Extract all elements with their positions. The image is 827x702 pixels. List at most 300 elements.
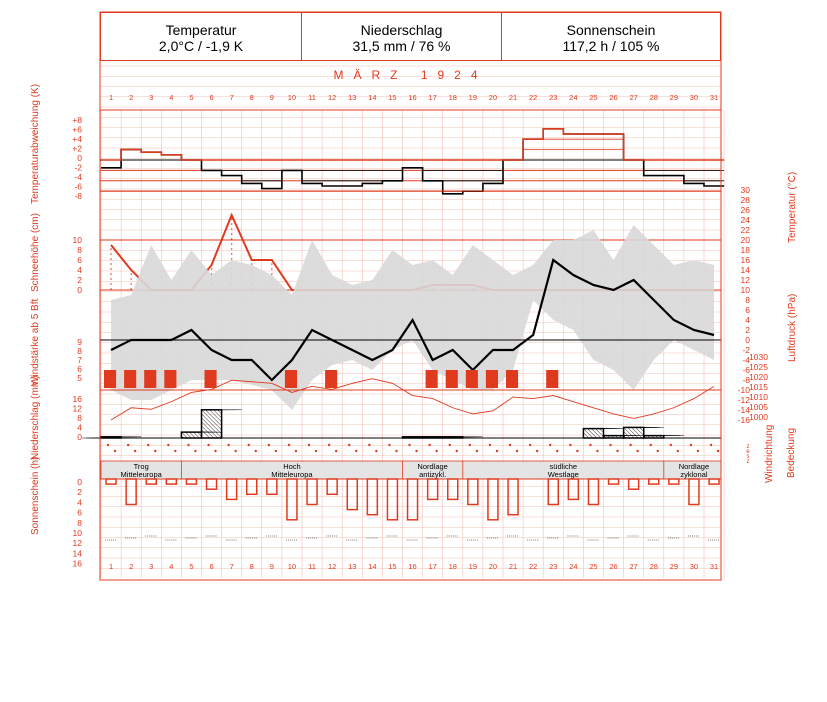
sun-bar — [649, 479, 659, 484]
temperature-tick: -10 — [737, 385, 750, 395]
day-label-bottom: 6 — [209, 562, 214, 571]
temperature-tick: 28 — [740, 195, 750, 205]
day-label-top: 7 — [229, 93, 234, 102]
cloud-dot — [697, 450, 699, 452]
cloud-dot — [335, 450, 337, 452]
snow-tick: 4 — [77, 265, 82, 275]
sun-tick: 6 — [77, 507, 82, 518]
day-label-bottom: 27 — [629, 562, 638, 571]
wind-bar — [164, 370, 176, 388]
precip-tick: 16 — [72, 394, 82, 404]
day-label-bottom: 25 — [589, 562, 598, 571]
day-label-top: 30 — [689, 93, 699, 102]
snow-dot — [110, 258, 112, 260]
wind-dir-tick: e — [746, 449, 750, 455]
label-cloud: Bedeckung — [786, 427, 797, 478]
day-label-bottom: 12 — [327, 562, 337, 571]
day-label-top: 3 — [149, 93, 154, 102]
wind-bar — [486, 370, 498, 388]
snow-dot — [110, 273, 112, 275]
wind-dir-dot — [368, 444, 370, 446]
sun-tick: 2 — [77, 487, 82, 498]
wind-dir-dot — [308, 444, 310, 446]
wind-bar — [506, 370, 518, 388]
label-pressure-right: Luftdruck (hPa) — [787, 293, 798, 362]
wind-dir-dot — [629, 444, 631, 446]
weather-type-label: Mitteleuropa — [271, 470, 313, 479]
weather-type-band — [100, 461, 721, 479]
snow-dot — [231, 223, 233, 225]
temp-anomaly-tick: -4 — [74, 172, 82, 182]
snow-dot — [130, 283, 132, 285]
wind-dir-dot — [650, 444, 652, 446]
precip-hatch — [595, 429, 603, 437]
day-label-bottom: 28 — [649, 562, 658, 571]
day-label-top: 2 — [129, 93, 134, 102]
temperature-tick: 10 — [740, 285, 750, 295]
cloud-dot — [516, 450, 518, 452]
sun-tick: 0 — [77, 477, 82, 487]
sun-tick: 8 — [77, 517, 82, 528]
cloud-dot — [576, 450, 578, 452]
temp-anomaly-tick: +2 — [72, 143, 82, 154]
wind-dir-dot — [388, 444, 390, 446]
sun-bar — [327, 479, 337, 494]
day-label-top: 6 — [209, 93, 214, 102]
wind-dir-dot — [268, 444, 270, 446]
cloud-dot — [315, 450, 317, 452]
precip-hatch — [202, 410, 222, 430]
month-title: MÄRZ 1924 — [333, 68, 488, 82]
cloud-dot — [456, 450, 458, 452]
sun-bar — [709, 479, 719, 484]
temperature-tick: -6 — [742, 365, 750, 375]
day-label-bottom: 21 — [508, 562, 518, 571]
snow-dot — [271, 268, 273, 270]
cloud-dot — [496, 450, 498, 452]
header-precipitation-value: 31,5 mm / 76 % — [352, 38, 451, 54]
day-label-bottom: 14 — [368, 562, 377, 571]
snow-dot — [110, 283, 112, 285]
label-sun: Sonnenschein (h) — [30, 456, 41, 535]
header-sunshine-title: Sonnenschein — [566, 22, 656, 38]
wind-dir-dot — [147, 444, 149, 446]
day-label-bottom: 22 — [528, 562, 538, 571]
anomaly-series — [101, 129, 724, 194]
day-label-top: 29 — [669, 93, 679, 102]
wind-dir-dot — [248, 444, 250, 446]
precip-hatch — [583, 429, 592, 438]
snow-dot — [231, 233, 233, 235]
cloud-dot — [114, 450, 116, 452]
day-label-bottom: 31 — [709, 562, 719, 571]
cloud-dot — [476, 450, 478, 452]
precip-hatch — [206, 410, 222, 426]
wind-tick: 7 — [77, 355, 82, 365]
day-label-top: 5 — [189, 93, 194, 102]
pressure-tick: 1005 — [749, 402, 768, 412]
weather-type-label: antizykl. — [419, 470, 447, 479]
cloud-dot — [415, 450, 417, 452]
day-label-bottom: 2 — [129, 562, 134, 571]
sun-bar — [488, 479, 498, 520]
precip-hatch — [202, 414, 222, 434]
snow-dot — [130, 278, 132, 280]
snow-dot — [130, 273, 132, 275]
wind-bar — [426, 370, 438, 388]
pressure-tick: 1000 — [749, 412, 768, 422]
day-label-bottom: 10 — [287, 562, 297, 571]
precip-hatch — [636, 427, 644, 435]
sun-tick: 16 — [72, 558, 82, 569]
day-label-bottom: 3 — [149, 562, 154, 571]
cloud-dot — [154, 450, 156, 452]
day-label-bottom: 19 — [468, 562, 478, 571]
label-wind-dir: Windrichtung — [764, 424, 775, 483]
cloud-dot — [174, 450, 176, 452]
sun-bar — [347, 479, 357, 510]
day-label-bottom: 8 — [249, 562, 254, 571]
cloud-dot — [657, 450, 659, 452]
sun-bar — [247, 479, 257, 494]
temperature-tick: 18 — [740, 245, 750, 255]
temperature-tick: 30 — [740, 185, 750, 195]
sun-bar — [588, 479, 598, 505]
snow-dot — [251, 263, 253, 265]
temp-anomaly-tick: -2 — [74, 162, 82, 173]
wind-dir-dot — [449, 444, 451, 446]
sun-bar — [267, 479, 277, 494]
header-temperature — [100, 12, 302, 61]
temp-anomaly-tick: +6 — [72, 124, 82, 135]
cloud-dot — [596, 450, 598, 452]
sun-bar — [307, 479, 317, 505]
temperature-tick: 20 — [740, 235, 750, 245]
wind-dir-dot — [569, 444, 571, 446]
precip-tick: 4 — [77, 422, 82, 433]
snow-dot — [231, 258, 233, 260]
temp-anomaly-tick: -8 — [74, 191, 82, 201]
weather-type-label: Hoch — [283, 462, 301, 471]
sun-bar — [468, 479, 478, 505]
header-precipitation — [301, 12, 502, 61]
day-label-bottom: 29 — [669, 562, 679, 571]
day-label-bottom: 7 — [229, 562, 234, 571]
day-label-top: 25 — [589, 93, 598, 102]
cloud-dot — [234, 450, 236, 452]
pressure-tick: 1020 — [749, 372, 768, 382]
wind-dir-dot — [670, 444, 672, 446]
precip-hatch — [587, 429, 596, 438]
weather-type-label: Mitteleuropa — [120, 470, 162, 479]
day-label-top: 10 — [287, 93, 297, 102]
sun-bar — [126, 479, 136, 505]
wind-dir-dot — [549, 444, 551, 446]
sun-bar — [207, 479, 217, 489]
day-label-bottom: 1 — [108, 562, 114, 571]
cloud-dot — [717, 450, 719, 452]
day-label-bottom: 13 — [348, 562, 357, 571]
day-label-top: 21 — [508, 93, 518, 102]
snow-dot — [231, 228, 233, 230]
snow-tick: 10 — [72, 235, 82, 245]
day-label-bottom: 18 — [448, 562, 457, 571]
snow-tick: 0 — [77, 285, 82, 295]
precip-hatch — [214, 410, 222, 418]
sun-tick: 12 — [72, 538, 82, 549]
temperature-tick: 22 — [740, 225, 750, 235]
sun-bar — [186, 479, 196, 484]
snow-dot — [231, 253, 233, 255]
temp-anomaly-tick: +4 — [72, 134, 82, 144]
wind-tick: 9 — [77, 337, 82, 347]
sun-bar — [609, 479, 619, 484]
temp-anomaly-tick: 0 — [77, 153, 82, 163]
label-temp-dev: Temperaturabweichung (K) — [30, 83, 41, 204]
snow-tick: 6 — [77, 255, 82, 265]
day-label-top: 9 — [269, 93, 274, 102]
wind-tick: 5 — [77, 373, 82, 383]
weather-type-label: südliche — [549, 462, 578, 471]
pressure-tick: 1030 — [749, 352, 768, 362]
wind-bar — [144, 370, 156, 388]
sun-bar — [508, 479, 518, 515]
header-temperature-value: 2,0°C / -1,9 K — [158, 38, 244, 54]
label-precip: Niederschlag (mm) — [30, 375, 41, 460]
wind-dir-dot — [328, 444, 330, 446]
wind-dir-dot — [428, 444, 430, 446]
day-label-top: 4 — [169, 93, 174, 102]
temperature-tick: 24 — [740, 215, 750, 225]
pressure-tick: 1010 — [749, 392, 768, 402]
day-label-top: 8 — [249, 93, 254, 102]
day-label-top: 15 — [388, 93, 397, 102]
cloud-dot — [355, 450, 357, 452]
sun-bar — [629, 479, 639, 489]
day-label-bottom: 17 — [428, 562, 437, 571]
sun-bar — [287, 479, 297, 520]
header-precipitation-title: Niederschlag — [360, 22, 443, 38]
sun-bar — [689, 479, 699, 505]
sun-bar — [146, 479, 156, 484]
day-label-top: 26 — [609, 93, 618, 102]
temperature-tick: 2 — [745, 325, 750, 335]
day-label-bottom: 30 — [689, 562, 699, 571]
cloud-dot — [556, 450, 558, 452]
cloud-dot — [677, 450, 679, 452]
wind-dir-dot — [509, 444, 511, 446]
header-sunshine-value: 117,2 h / 105 % — [562, 38, 660, 54]
day-label-bottom: 16 — [408, 562, 417, 571]
cloud-dot — [295, 450, 297, 452]
sun-tick: 4 — [77, 497, 82, 508]
wind-tick: 8 — [77, 346, 82, 356]
temp-anomaly-tick: +8 — [72, 115, 82, 125]
day-label-top: 28 — [649, 93, 658, 102]
day-label-bottom: 20 — [488, 562, 498, 571]
snow-dot — [110, 268, 112, 270]
temperature-tick: 4 — [745, 315, 750, 325]
header-sunshine — [501, 12, 721, 61]
temperature-tick: 14 — [740, 265, 750, 275]
day-label-top: 23 — [549, 93, 558, 102]
day-label-top: 24 — [569, 93, 578, 102]
cloud-dot — [636, 450, 638, 452]
temperature-tick: 6 — [745, 305, 750, 315]
day-label-bottom: 5 — [189, 562, 194, 571]
day-label-bottom: 9 — [269, 562, 274, 571]
sun-bar — [387, 479, 397, 520]
wind-bar — [285, 370, 297, 388]
day-label-bottom: 23 — [549, 562, 558, 571]
day-label-top: 18 — [448, 93, 457, 102]
day-label-bottom: 26 — [609, 562, 618, 571]
pressure-tick: 1025 — [749, 362, 768, 372]
snow-tick: 8 — [77, 245, 82, 255]
day-label-top: 17 — [428, 93, 437, 102]
cloud-dot — [214, 450, 216, 452]
snow-tick: 2 — [77, 275, 82, 285]
snow-dot — [271, 273, 273, 275]
wind-dir-dot — [690, 444, 692, 446]
precip-hatch — [202, 422, 218, 438]
sun-tick: 10 — [72, 528, 82, 538]
cloud-dot — [435, 450, 437, 452]
wind-dir-dot — [348, 444, 350, 446]
day-label-top: 13 — [348, 93, 357, 102]
day-label-bottom: 11 — [308, 562, 316, 571]
snow-dot — [110, 253, 112, 255]
snow-dot — [110, 263, 112, 265]
sun-bar — [408, 479, 418, 520]
temperature-tick: 12 — [740, 275, 750, 285]
sun-bar — [548, 479, 558, 505]
day-label-top: 12 — [327, 93, 337, 102]
day-label-bottom: 15 — [388, 562, 397, 571]
day-label-bottom: 24 — [569, 562, 578, 571]
day-label-top: 14 — [368, 93, 377, 102]
wind-dir-dot — [609, 444, 611, 446]
temperature-tick: -16 — [737, 415, 750, 425]
snow-dot — [110, 248, 112, 250]
temperature-tick: -4 — [742, 355, 750, 365]
day-label-top: 22 — [528, 93, 538, 102]
weather-type-label: Trog — [133, 462, 149, 471]
wind-bar — [325, 370, 337, 388]
snow-dot — [211, 268, 213, 270]
weather-type-label: zyklonal — [680, 470, 708, 479]
weather-type-label: Nordlage — [678, 462, 710, 471]
day-label-top: 19 — [468, 93, 478, 102]
wind-dir-dot — [127, 444, 129, 446]
cloud-dot — [375, 450, 377, 452]
temp-anomaly-tick: -6 — [74, 181, 82, 192]
cloud-dot — [275, 450, 277, 452]
wind-dir-dot — [710, 444, 712, 446]
temperature-tick: 8 — [745, 295, 750, 305]
wind-dir-dot — [167, 444, 169, 446]
snow-dot — [130, 288, 132, 290]
snow-dot — [231, 238, 233, 240]
temperature-tick: -8 — [742, 375, 750, 385]
wind-bar — [446, 370, 458, 388]
snow-dot — [231, 243, 233, 245]
sun-bar — [367, 479, 377, 515]
wind-bar — [205, 370, 217, 388]
cloud-dot — [255, 450, 257, 452]
sun-bar — [669, 479, 679, 484]
precip-tick: 0 — [77, 432, 82, 442]
weather-type-label: Nordlage — [417, 462, 448, 471]
wind-dir-dot — [469, 444, 471, 446]
wind-dir-tick: s — [746, 454, 750, 460]
snow-dot — [231, 248, 233, 250]
anomaly-positive-series — [101, 129, 724, 160]
precip-tick: 8 — [77, 413, 82, 423]
precip-hatch — [591, 429, 600, 438]
wind-dir-dot — [207, 444, 209, 446]
day-label-bottom: 4 — [169, 562, 174, 571]
wind-dir-dot — [288, 444, 290, 446]
day-label-top: 31 — [709, 93, 719, 102]
wind-bar — [104, 370, 116, 388]
precip-hatch — [202, 430, 210, 438]
snow-dot — [110, 288, 112, 290]
wind-bar — [124, 370, 136, 388]
day-label-top: 27 — [629, 93, 638, 102]
day-label-top: 20 — [488, 93, 498, 102]
wind-dir-dot — [187, 444, 189, 446]
temperature-tick: 26 — [740, 205, 750, 215]
day-label-top: 1 — [108, 93, 114, 102]
wind-bar — [466, 370, 478, 388]
cloud-dot — [194, 450, 196, 452]
temperature-tick: -12 — [737, 395, 750, 405]
wind-dir-dot — [529, 444, 531, 446]
temperature-tick: 0 — [745, 335, 750, 345]
wind-dir-tick: z — [746, 444, 750, 450]
wind-dir-dot — [408, 444, 410, 446]
pressure-tick: 1015 — [749, 382, 768, 392]
precip-tick: 12 — [72, 403, 82, 414]
sun-bar — [106, 479, 116, 484]
snow-dot — [110, 278, 112, 280]
wind-dir-dot — [107, 444, 109, 446]
day-label-top: 16 — [408, 93, 417, 102]
weather-type-label: Westlage — [547, 470, 579, 479]
temperature-tick: -14 — [737, 405, 750, 415]
day-label-top: 11 — [308, 93, 316, 102]
label-wind: Windstärke ab 5 Bft — [30, 298, 41, 386]
cloud-dot — [536, 450, 538, 452]
temperature-tick: 16 — [740, 255, 750, 265]
wind-dir-dot — [589, 444, 591, 446]
header-temperature-title: Temperatur — [165, 22, 237, 38]
label-temperature-right: Temperatur (°C) — [787, 171, 798, 243]
snow-dot — [271, 263, 273, 265]
wind-dir-dot — [489, 444, 491, 446]
wind-tick: 6 — [77, 364, 82, 374]
cloud-dot — [395, 450, 397, 452]
wind-bar — [546, 370, 558, 388]
sun-tick: 14 — [72, 548, 82, 559]
wind-dir-dot — [227, 444, 229, 446]
cloud-dot — [616, 450, 618, 452]
sun-bar — [166, 479, 176, 484]
label-snow: Schneehöhe (cm) — [30, 213, 41, 292]
wind-dir-tick: z — [746, 459, 750, 465]
cloud-dot — [134, 450, 136, 452]
